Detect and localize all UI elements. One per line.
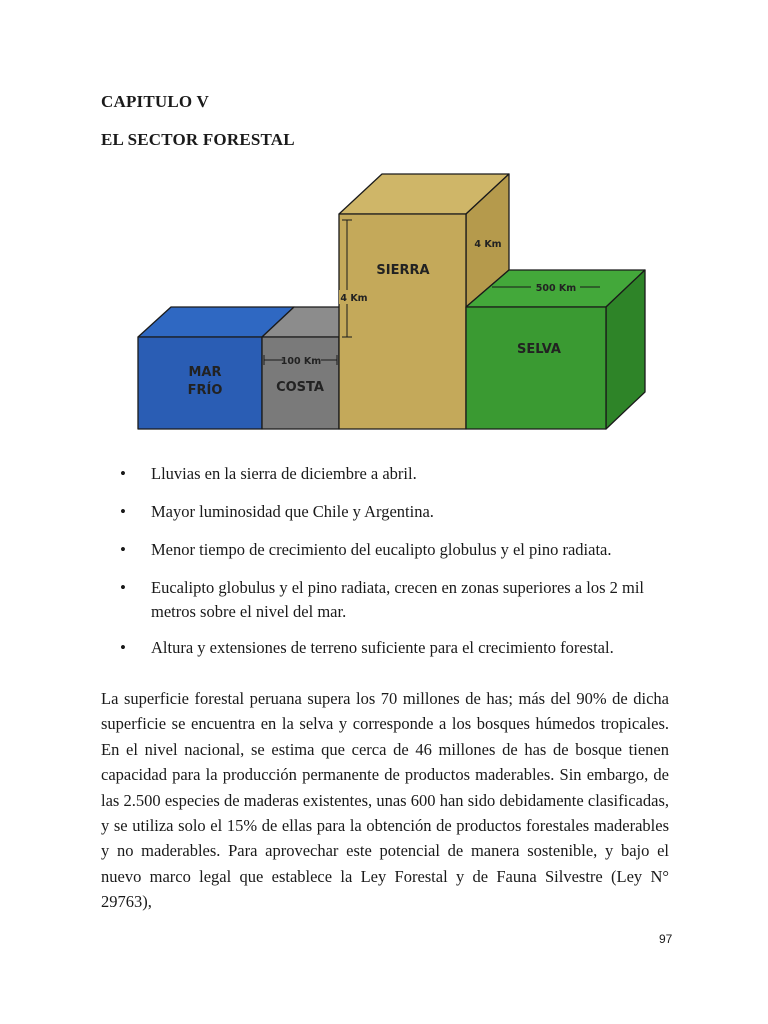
bullet-item: • Lluvias en la sierra de diciembre a abril. [118,462,678,486]
chapter-heading: CAPITULO V [101,92,209,111]
mar-frio-label-line2: FRÍO [187,383,223,398]
peru-regions-diagram [0,0,768,440]
feature-bullet-list [118,462,678,674]
bullet-item: • Menor tiempo de crecimiento del eucalipto globulus y el pino radiata. [118,538,678,562]
bullet-item: • Mayor luminosidad que Chile y Argentina. [118,500,678,524]
selva-label: SELVA [517,342,561,357]
body-paragraph: La superficie forestal peruana supera los 70 millones de has; más del 90% de dicha superficie se encuentra en la selva y corresponde a los bosques húmedos tropicales. En el nivel nacional, se estima que cerca de 46 millones de has de bosque tienen capacidad para la producción permanente de productos maderables. Sin embargo, de las 2.500 especies de maderas existentes, unas 600 han sido debidamente clasificadas, y se utiliza solo el 15% de ellas para la obtención de productos forestales maderables y no maderables. Para aprovechar este potencial de manera sostenible, y bajo el nuevo marco legal que establece la Ley Forestal y de Fauna Silvestre (Ley N° 29763), [101,689,669,912]
selva-width-label: 500 Km [535,283,577,294]
sierra-label: SIERRA [376,263,430,278]
costa-width-label: 100 Km [280,356,322,367]
bullet-item: • Altura y extensiones de terreno suficiente para el crecimiento forestal. [118,636,678,660]
bullet-item: • Eucalipto globulus y el pino radiata, crecen en zonas superiores a los 2 mil metros sobre el nivel del mar. [118,576,678,624]
page-number: 97 [659,932,673,946]
selva-front [466,307,606,429]
sierra-side-height-label: 4 Km [474,239,502,250]
costa-label: COSTA [276,380,324,395]
sierra-front [339,214,466,429]
section-title: EL SECTOR FORESTAL [101,130,295,149]
sierra-height-label: 4 Km [340,293,368,304]
mar-frio-label-line1: MAR [188,365,222,380]
